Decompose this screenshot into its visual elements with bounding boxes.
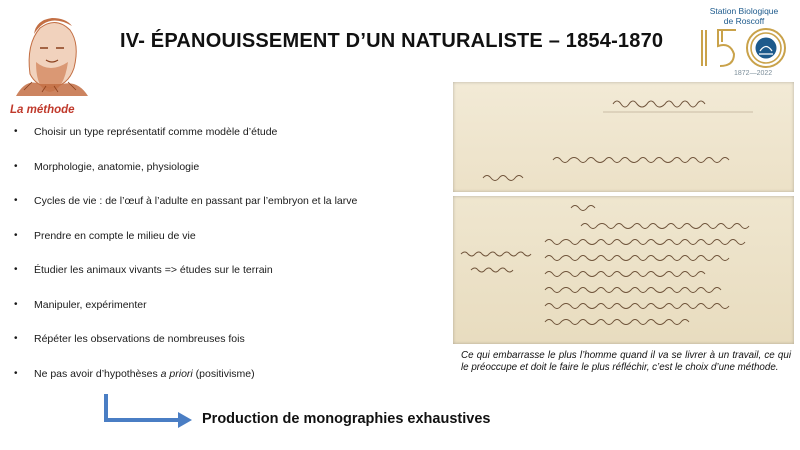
bullet-icon: •: [14, 264, 18, 275]
bullet-icon: •: [14, 367, 18, 379]
manuscript-caption: Ce qui embarrasse le plus l’homme quand il va se livrer à un travail, ce qui le préoccupe et doit le faire le plus réfléchir, c’est le choix d’une méthode.: [461, 350, 791, 374]
bullet-icon: •: [14, 229, 18, 241]
list-item: [14, 230, 357, 265]
bullet-icon: •: [14, 160, 18, 172]
bullet-icon: •: [14, 298, 18, 310]
list-item-text: Cycles de vie : de l’œuf à l’adulte en passant par l’embryon et la larve: [34, 195, 358, 207]
list-item: [14, 333, 357, 368]
arrow-right-icon: [100, 392, 196, 432]
portrait-image: [6, 4, 94, 96]
list-item-text-before: Ne pas avoir d’hypothèses: [34, 367, 161, 380]
section-heading: La méthode: [10, 104, 75, 116]
logo-years: 1872—2022: [734, 70, 773, 77]
list-item: [14, 126, 357, 161]
list-item-text: Manipuler, expérimenter: [34, 298, 147, 311]
logo-150-graphic: [696, 26, 794, 70]
manuscript-image-bottom: [453, 196, 794, 344]
list-item-text: Choisir un type représentatif comme modèle d’étude: [34, 126, 278, 138]
logo-text-line2: de Roscoff: [723, 16, 765, 26]
station-logo: [692, 4, 796, 84]
logo-text-line1: Station Biologique: [709, 6, 779, 16]
method-list: [14, 126, 357, 402]
list-item-text-after: (positivisme): [192, 367, 255, 380]
bullet-icon: •: [14, 195, 18, 206]
list-item-text: Prendre en compte le milieu de vie: [34, 229, 196, 242]
conclusion-text: Production de monographies exhaustives: [202, 411, 491, 427]
list-item: [14, 264, 357, 299]
list-item-text: Répéter les observations de nombreuses fois: [34, 333, 245, 345]
bullet-icon: •: [14, 333, 18, 344]
list-item: [14, 195, 357, 230]
list-item-text: Morphologie, anatomie, physiologie: [34, 160, 200, 173]
page-title: IV- ÉPANOUISSEMENT D’UN NATURALISTE – 1854-1870: [120, 30, 664, 52]
list-item: [14, 299, 357, 334]
manuscript-image-top: [453, 82, 794, 192]
list-item-text: Étudier les animaux vivants => études sur le terrain: [34, 264, 273, 276]
list-item: [14, 161, 357, 196]
list-item-text-italic: a priori: [160, 367, 193, 380]
bullet-icon: •: [14, 126, 18, 137]
